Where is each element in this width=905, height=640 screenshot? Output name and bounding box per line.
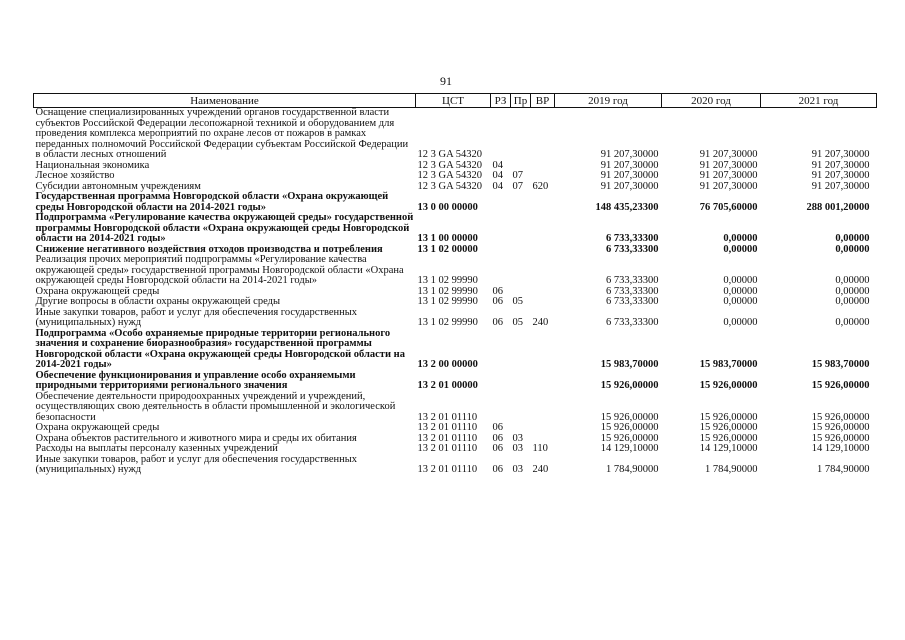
table-row (34, 392, 877, 424)
row-2021: 15 926,00000 (811, 411, 870, 423)
row-rz: 04 (492, 159, 503, 171)
row-name: Другие вопросы в области охраны окружающей среды (35, 296, 280, 307)
row-name: Расходы на выплаты персоналу казенных учреждений (35, 443, 278, 454)
row-2020: 0,00000 (723, 233, 758, 244)
row-2021: 91 207,30000 (811, 180, 870, 192)
row-pr (511, 213, 531, 245)
row-pr: 05 (512, 317, 523, 328)
row-name: Подпрограмма «Регулирование качества окружающей среды» государственной программы Новгородской области «Охрана окружающей среды Новгородской области на 2014-2021 годы» (35, 212, 414, 244)
row-cst: 13 1 02 99990 (417, 317, 478, 328)
row-rz: 06 (492, 464, 503, 475)
row-pr: 03 (512, 443, 523, 454)
row-vr: 620 (532, 180, 549, 192)
row-2021: 0,00000 (835, 317, 870, 328)
row-2021: 0,00000 (835, 233, 870, 244)
row-cst: 13 2 01 01110 (417, 411, 478, 423)
row-2020: 15 926,00000 (699, 432, 758, 444)
row-2021: 91 207,30000 (811, 149, 870, 160)
row-name: Снижение негативного воздействия отходов производства и потребления (35, 243, 383, 255)
row-rz (491, 329, 511, 371)
row-name: Обеспечение функционирования и управление особо охраняемыми природными территориями регионального значения (35, 369, 356, 391)
row-2019: 6 733,33300 (606, 285, 659, 297)
row-rz (491, 213, 511, 245)
header-rz: РЗ (491, 94, 511, 108)
row-rz (491, 245, 511, 256)
header-2020: 2020 год (662, 94, 761, 108)
row-vr (531, 245, 555, 256)
row-name: Лесное хозяйство (35, 170, 115, 181)
row-2019: 6 733,33300 (606, 317, 659, 328)
row-cst: 13 1 00 00000 (417, 233, 478, 244)
row-2020: 91 207,30000 (699, 180, 758, 192)
table-row (34, 444, 877, 455)
row-2021: 0,00000 (835, 243, 870, 255)
row-2021: 0,00000 (835, 285, 870, 297)
row-cst: 12 3 GA 54320 (417, 180, 482, 192)
header-pr: Пр (511, 94, 531, 108)
row-2021: 15 926,00000 (811, 380, 870, 391)
row-pr (511, 392, 531, 424)
header-2019: 2019 год (555, 94, 662, 108)
row-vr (531, 108, 555, 161)
row-name: Охрана окружающей среды (35, 285, 160, 297)
row-pr: 03 (512, 464, 523, 475)
row-pr: 07 (512, 180, 523, 192)
row-2019: 6 733,33300 (606, 243, 659, 255)
row-rz: 06 (492, 432, 503, 444)
row-name: Иные закупки товаров, работ и услуг для обеспечения государственных (муниципальных) нужд (35, 453, 358, 475)
row-name: Реализация прочих мероприятий подпрограммы «Регулирование качества окружающей среды» государственной программы Новгородской области «Охрана окружающей среды Новгородской области на 2014-2021 годы» (35, 254, 404, 286)
row-2019: 15 926,00000 (600, 380, 659, 391)
row-2020: 15 926,00000 (699, 422, 758, 433)
table-row (34, 371, 877, 392)
row-2021: 0,00000 (835, 296, 870, 307)
row-vr (531, 161, 555, 172)
row-cst: 13 2 00 00000 (417, 359, 478, 370)
row-2021: 14 129,10000 (811, 443, 870, 454)
row-cst: 12 3 GA 54320 (417, 159, 482, 171)
row-rz: 06 (492, 296, 503, 307)
row-vr: 240 (532, 317, 549, 328)
row-vr (531, 297, 555, 308)
row-2020: 0,00000 (723, 275, 758, 286)
row-2020: 91 207,30000 (699, 159, 758, 171)
row-name: Субсидии автономным учреждениям (35, 180, 201, 192)
row-2019: 6 733,33300 (606, 296, 659, 307)
row-2020: 91 207,30000 (699, 149, 758, 160)
row-cst: 13 0 00 00000 (417, 201, 478, 213)
row-cst: 13 1 02 99990 (417, 275, 478, 286)
row-2019: 15 983,70000 (600, 359, 659, 370)
row-rz: 04 (492, 170, 503, 181)
row-2019: 15 926,00000 (600, 432, 659, 444)
row-pr (511, 255, 531, 287)
row-vr (531, 213, 555, 245)
row-name: Иные закупки товаров, работ и услуг для обеспечения государственных (муниципальных) нужд (35, 306, 358, 328)
row-cst: 13 2 01 01110 (417, 432, 478, 444)
row-name: Государственная программа Новгородской области «Охрана окружающей среды Новгородской области на 2014-2021 годы» (35, 191, 389, 213)
row-2020: 15 983,70000 (699, 359, 758, 370)
row-name: Охрана окружающей среды (35, 422, 160, 433)
row-vr (531, 371, 555, 392)
row-rz: 06 (492, 422, 503, 433)
budget-table (33, 93, 877, 476)
row-vr (531, 329, 555, 371)
table-row (34, 455, 877, 476)
row-2019: 91 207,30000 (600, 149, 659, 160)
row-name: Национальная экономика (35, 159, 150, 171)
table-row (34, 213, 877, 245)
row-rz (491, 392, 511, 424)
row-vr: 110 (532, 443, 548, 454)
table-row (34, 329, 877, 371)
row-2019: 91 207,30000 (600, 159, 659, 171)
row-2019: 91 207,30000 (600, 170, 659, 181)
row-2019: 6 733,33300 (606, 275, 659, 286)
row-pr (511, 371, 531, 392)
row-2021: 15 926,00000 (811, 432, 870, 444)
page-number: 91 (440, 74, 452, 88)
row-rz (491, 192, 511, 213)
row-2020: 0,00000 (723, 296, 758, 307)
row-name: Охрана объектов растительного и животного мира и среды их обитания (35, 432, 357, 444)
row-rz: 06 (492, 285, 503, 297)
row-2021: 288 001,20000 (806, 201, 870, 213)
row-vr (531, 192, 555, 213)
row-cst: 12 3 GA 54320 (417, 149, 482, 160)
row-vr (531, 287, 555, 298)
header-vr: ВР (531, 94, 555, 108)
row-2019: 6 733,33300 (606, 233, 659, 244)
row-name: Оснащение специализированных учреждений органов государственной власти субъектов Российской Федерации лесопожарной техникой и оборудованием для проведения комплекса мероприятий по охране лесов от пожаров в рамках переданных полномочий Российской Федерации субъектам Российской Федерации в области лесных отношений (35, 107, 409, 160)
row-2019: 1 784,90000 (606, 464, 659, 475)
row-2020: 1 784,90000 (705, 464, 758, 475)
row-pr: 07 (512, 170, 523, 181)
header-cst: ЦСТ (416, 94, 491, 108)
row-2021: 91 207,30000 (811, 170, 870, 181)
row-2021: 91 207,30000 (811, 159, 870, 171)
row-name: Подпрограмма «Особо охраняемые природные территории регионального значения и сохранение биоразнообразия» государственной программы Новгородской области «Охрана окружающей среды Новгородской области на 2014-2021 годы» (35, 327, 405, 370)
row-rz (491, 371, 511, 392)
row-2021: 0,00000 (835, 275, 870, 286)
row-2020: 91 207,30000 (699, 170, 758, 181)
table-row (34, 308, 877, 329)
row-cst: 13 1 02 00000 (417, 243, 478, 255)
row-2020: 0,00000 (723, 243, 758, 255)
row-pr (511, 329, 531, 371)
row-2020: 76 705,60000 (699, 201, 758, 213)
row-pr: 05 (512, 296, 523, 307)
table-row (34, 297, 877, 308)
row-cst: 13 2 01 01110 (417, 464, 478, 475)
table-header-row (34, 94, 877, 108)
table-row (34, 255, 877, 287)
row-2019: 14 129,10000 (600, 443, 659, 454)
row-2020: 0,00000 (723, 317, 758, 328)
row-cst: 13 2 01 01110 (417, 443, 478, 454)
row-vr (531, 255, 555, 287)
row-vr (531, 423, 555, 434)
row-2021: 15 926,00000 (811, 422, 870, 433)
table-row (34, 192, 877, 213)
row-2020: 14 129,10000 (699, 443, 758, 454)
row-pr (511, 108, 531, 161)
row-2021: 1 784,90000 (817, 464, 870, 475)
row-name: Обеспечение деятельности природоохранных учреждений и учреждений, осуществляющих свою деятельность в области промышленной и экологической безопасности (35, 390, 396, 423)
row-vr (531, 171, 555, 182)
row-vr: 240 (532, 464, 549, 475)
row-pr (511, 245, 531, 256)
table-row (34, 171, 877, 182)
row-pr (511, 192, 531, 213)
row-pr: 03 (512, 432, 523, 444)
row-cst: 13 1 02 99990 (417, 296, 478, 307)
row-cst: 13 2 01 00000 (417, 380, 478, 391)
row-2020: 0,00000 (723, 285, 758, 297)
row-rz: 06 (492, 317, 503, 328)
row-vr (531, 392, 555, 424)
row-cst: 12 3 GA 54320 (417, 170, 482, 181)
row-2020: 15 926,00000 (699, 380, 758, 391)
header-2021: 2021 год (761, 94, 877, 108)
table-row (34, 108, 877, 161)
row-cst: 13 1 02 99990 (417, 285, 478, 297)
row-2019: 15 926,00000 (600, 422, 659, 433)
row-cst: 13 2 01 01110 (417, 422, 478, 433)
table-body (34, 108, 877, 476)
row-rz: 04 (492, 180, 503, 192)
row-pr (511, 423, 531, 434)
row-rz (491, 108, 511, 161)
table-row (34, 423, 877, 434)
header-name: Наименование (34, 94, 416, 108)
row-rz (491, 255, 511, 287)
row-2019: 15 926,00000 (600, 411, 659, 423)
row-rz: 06 (492, 443, 503, 454)
row-2020: 15 926,00000 (699, 411, 758, 423)
row-2019: 148 435,23300 (595, 201, 659, 213)
row-2021: 15 983,70000 (811, 359, 870, 370)
row-2019: 91 207,30000 (600, 180, 659, 192)
